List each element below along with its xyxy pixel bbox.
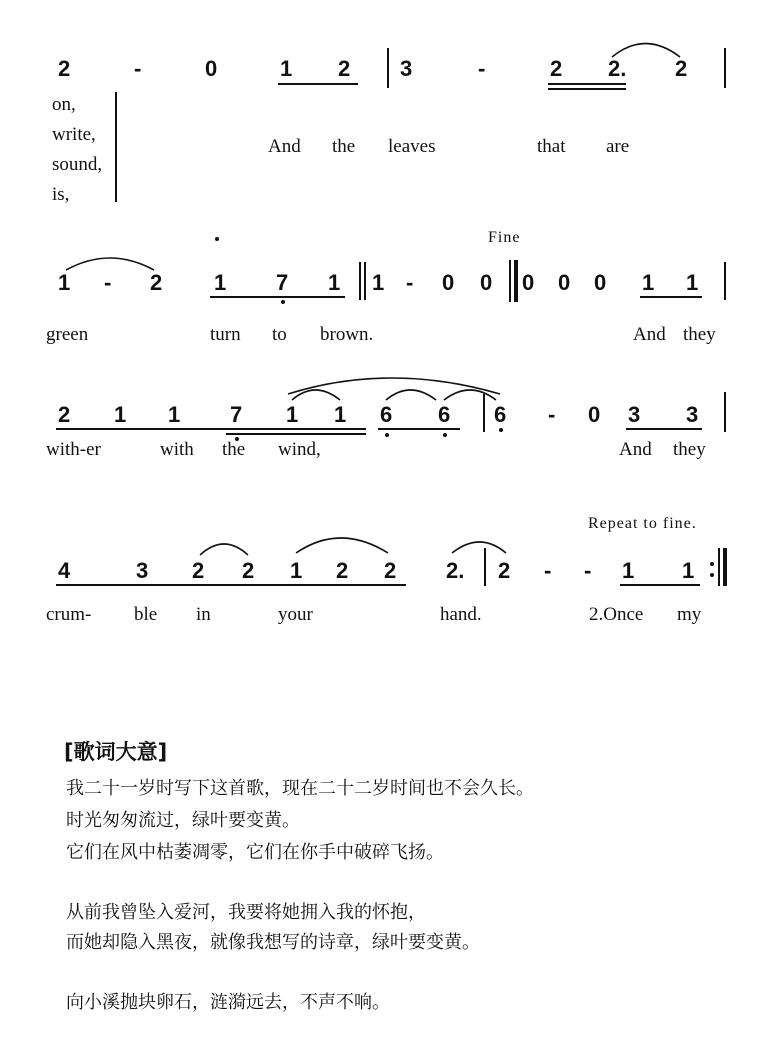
- verse-bracket: [115, 92, 117, 202]
- note: 2.: [608, 56, 627, 81]
- note: 0: [480, 270, 493, 295]
- barline: [484, 548, 486, 586]
- slur-s3-a: [288, 378, 500, 394]
- lyric: they: [673, 439, 706, 460]
- note: 7: [276, 270, 289, 295]
- note: -: [544, 558, 552, 583]
- lyric: crum-: [46, 604, 92, 625]
- translation-line: 我二十一岁时写下这首歌，现在二十二岁时间也不会久长。: [66, 778, 534, 799]
- barline: [724, 48, 726, 88]
- barline: [724, 392, 726, 432]
- note: 0: [205, 56, 218, 81]
- note: 2: [150, 270, 163, 295]
- note: 3: [400, 56, 413, 81]
- slur-s3-c: [386, 390, 436, 400]
- note: 6: [494, 402, 507, 427]
- underline-beam: [210, 296, 345, 298]
- note: 2: [384, 558, 397, 583]
- lyric: green: [46, 324, 89, 345]
- underline-beam: [378, 428, 460, 430]
- note: 1: [328, 270, 341, 295]
- note: 6: [438, 402, 451, 427]
- lyric: with-er: [46, 439, 101, 460]
- note: 3: [628, 402, 641, 427]
- underline-beam: [640, 296, 702, 298]
- note: 1: [622, 558, 635, 583]
- lyric: the: [332, 136, 356, 157]
- note: -: [584, 558, 592, 583]
- lyric: in: [196, 604, 211, 625]
- note: 0: [522, 270, 535, 295]
- note: 0: [442, 270, 455, 295]
- note: 1: [372, 270, 385, 295]
- note: 2: [192, 558, 205, 583]
- note: 1: [290, 558, 303, 583]
- translation-line: 从前我曾坠入爱河，我要将她拥入我的怀抱，: [66, 902, 426, 923]
- lyric: that: [537, 136, 566, 157]
- note: 1: [214, 270, 227, 295]
- lyric: And: [268, 136, 301, 157]
- note: 2: [58, 402, 71, 427]
- note: 2: [58, 56, 71, 81]
- lyric: And: [619, 439, 652, 460]
- note: 2: [498, 558, 511, 583]
- slur-s4-b: [296, 538, 388, 553]
- note: 4: [58, 558, 71, 583]
- note: 3: [136, 558, 149, 583]
- underline-beam: [56, 584, 406, 586]
- note: 2: [242, 558, 255, 583]
- note: 1: [334, 402, 347, 427]
- note: -: [134, 56, 142, 81]
- note: -: [478, 56, 486, 81]
- note: 2: [675, 56, 688, 81]
- note: -: [548, 402, 556, 427]
- underline-beam: [226, 433, 366, 435]
- verse-word: sound,: [52, 154, 103, 175]
- lyric: to: [272, 324, 287, 345]
- lyric: ble: [134, 604, 158, 625]
- repeat-barline: [718, 548, 720, 586]
- note: 1: [280, 56, 293, 81]
- note: 0: [594, 270, 607, 295]
- barline: [359, 262, 361, 300]
- barline: [483, 394, 485, 432]
- lyric: your: [278, 604, 313, 625]
- note: 7: [230, 402, 243, 427]
- note: 1: [168, 402, 181, 427]
- double-barline: [509, 260, 511, 302]
- underline-beam: [548, 83, 626, 85]
- slur-s2-a: [66, 258, 154, 270]
- note: 1: [682, 558, 695, 583]
- underline-beam: [626, 428, 702, 430]
- low-octave-dot: [443, 433, 447, 437]
- lyric: hand.: [440, 604, 482, 625]
- underline-beam: [56, 428, 366, 430]
- lyric: the: [222, 439, 246, 460]
- note: 1: [114, 402, 127, 427]
- low-octave-dot: [499, 428, 503, 432]
- note: 2: [550, 56, 563, 81]
- lyric: they: [683, 324, 716, 345]
- barline: [387, 48, 389, 88]
- note: 0: [588, 402, 601, 427]
- stray-dot: [215, 237, 219, 241]
- note: 1: [686, 270, 699, 295]
- note: 3: [686, 402, 699, 427]
- barline: [364, 262, 366, 300]
- fine-marking: Fine: [488, 229, 521, 246]
- double-barline: [514, 260, 518, 302]
- translation-line: 时光匆匆流过，绿叶要变黄。: [66, 810, 300, 831]
- underline-beam: [620, 584, 700, 586]
- repeat-marking: Repeat to fine.: [588, 515, 697, 532]
- note: 2: [336, 558, 349, 583]
- lyric: brown.: [320, 324, 374, 345]
- repeat-barline: [723, 548, 727, 586]
- lyric: turn: [210, 324, 241, 345]
- barline: [724, 262, 726, 300]
- lyric: 2.Once: [589, 604, 644, 625]
- note: 0: [558, 270, 571, 295]
- slur-s1-tie: [612, 44, 680, 58]
- note: 1: [642, 270, 655, 295]
- verse-word: write,: [52, 124, 96, 145]
- note: -: [406, 270, 414, 295]
- note: 6: [380, 402, 393, 427]
- translation-line: 它们在风中枯萎凋零，它们在你手中破碎飞扬。: [66, 842, 444, 863]
- slur-s4-a: [200, 544, 248, 555]
- lyric: leaves: [388, 136, 436, 157]
- note: 2.: [446, 558, 465, 583]
- lyric: with: [160, 439, 194, 460]
- note: -: [104, 270, 112, 295]
- low-octave-dot: [281, 300, 285, 304]
- note: 1: [58, 270, 71, 295]
- slur-s4-c: [452, 542, 506, 553]
- low-octave-dot: [385, 433, 389, 437]
- lyric: And: [633, 324, 666, 345]
- underline-beam: [548, 88, 626, 90]
- note: 1: [286, 402, 299, 427]
- note: 2: [338, 56, 351, 81]
- underline-beam: [278, 83, 358, 85]
- translation-line: 而她却隐入黑夜，就像我想写的诗章，绿叶要变黄。: [66, 932, 480, 953]
- lyric: wind,: [278, 439, 321, 460]
- repeat-dot: [710, 573, 714, 577]
- lyric: my: [677, 604, 702, 625]
- translation-line: 向小溪抛块卵石，涟漪远去，不声不响。: [66, 992, 390, 1013]
- verse-word: on,: [52, 94, 76, 115]
- lyric: are: [606, 136, 630, 157]
- verse-word: is,: [52, 184, 70, 205]
- translation-heading: [歌词大意]: [64, 740, 168, 764]
- repeat-dot: [710, 562, 714, 566]
